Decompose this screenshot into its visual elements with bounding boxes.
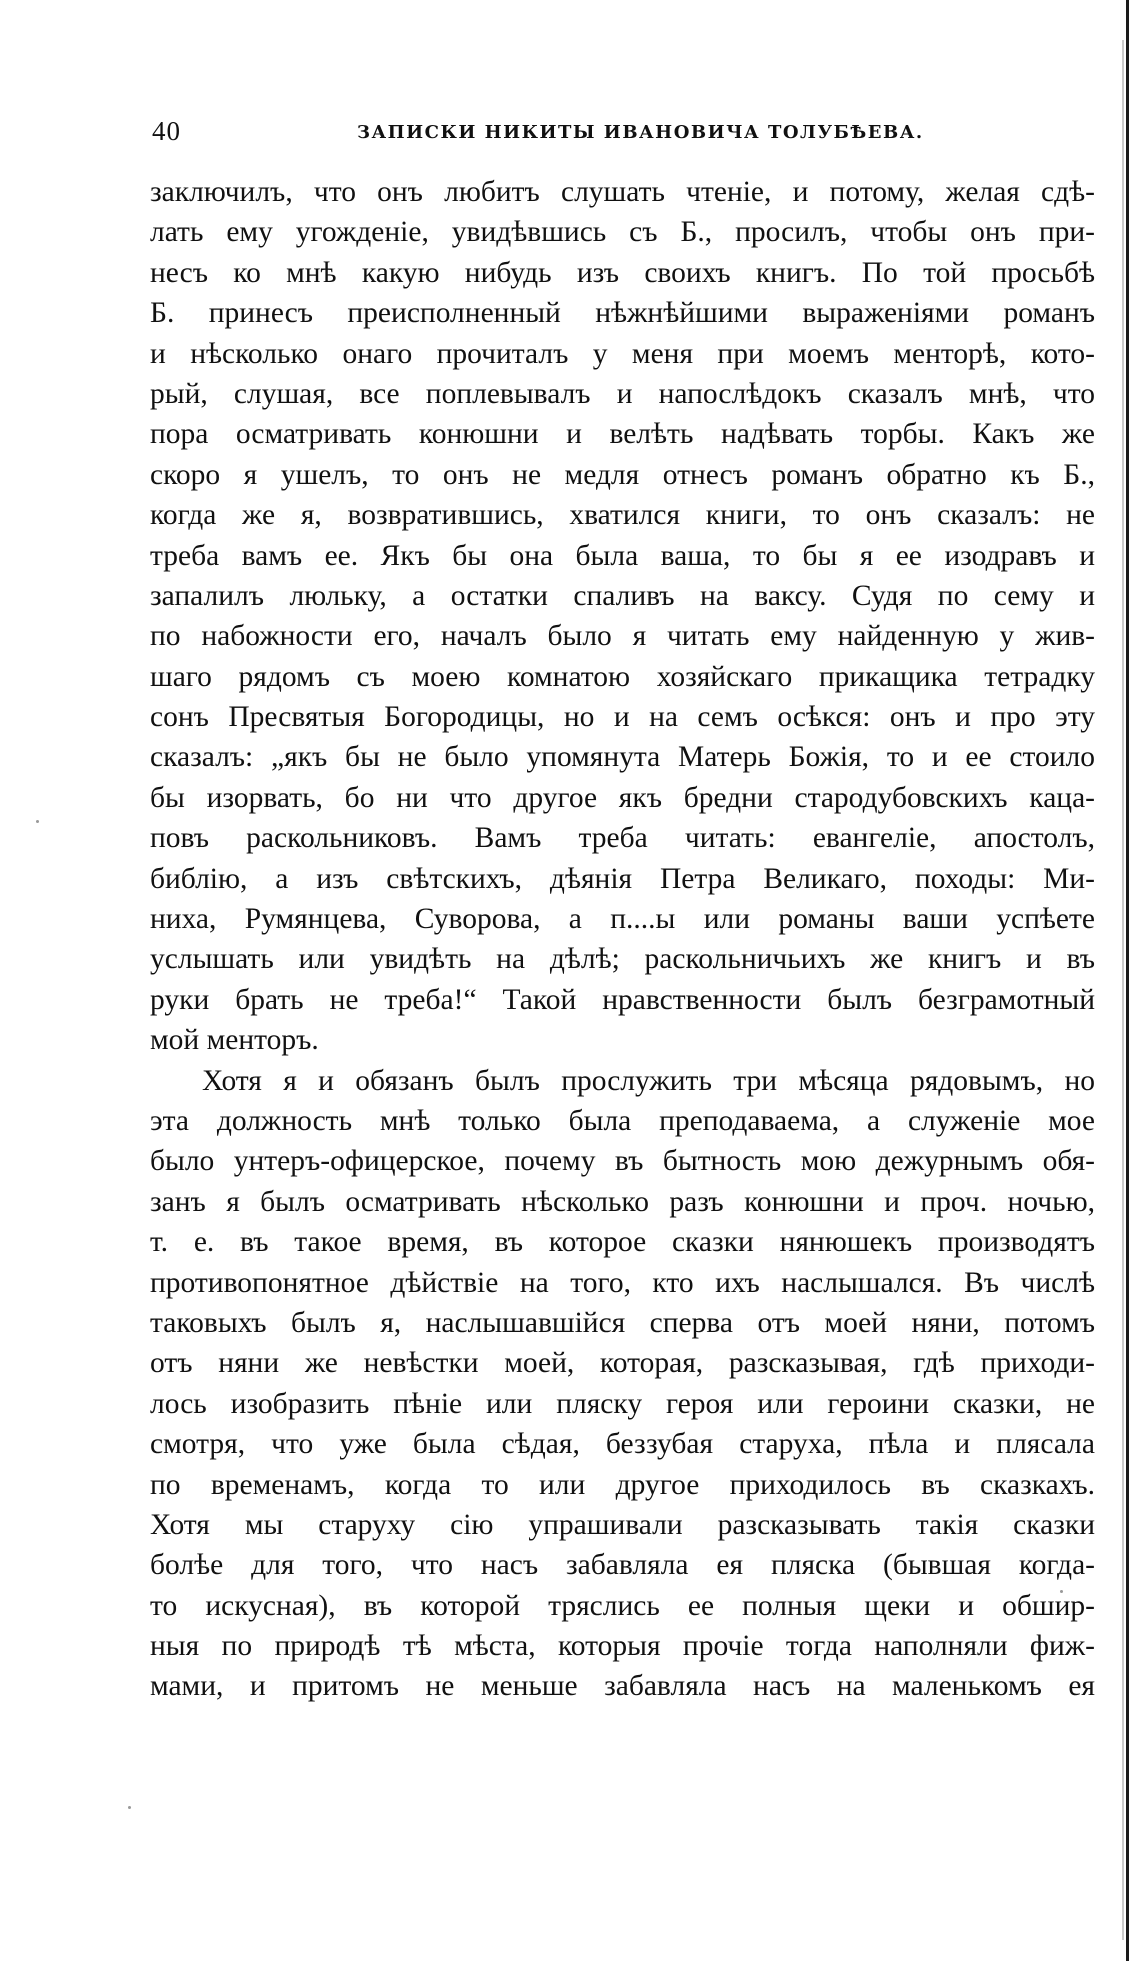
text-line: Хотя мы старуху сію упрашивали разсказывать такія сказки <box>150 1508 1095 1541</box>
text-line: ниха, Румянцева, Суворова, а п....ы или романы ваши успѣете <box>150 903 1095 936</box>
text-line: по временамъ, когда то или другое приходилось въ сказкахъ. <box>150 1468 1095 1501</box>
text-line: повъ раскольниковъ. Вамъ треба читать: евангеліе, апостолъ, <box>150 822 1095 855</box>
text-line: когда же я, возвратившись, хватился книги, то онъ сказалъ: не <box>150 499 1095 532</box>
text-line: ныя по природѣ тѣ мѣста, которыя прочіе тогда наполняли фиж- <box>150 1630 1095 1663</box>
running-head <box>152 114 1077 154</box>
text-line: бы изорвать, бо ни что другое якъ бредни стародубовскихъ каца- <box>150 781 1095 814</box>
paper-speck <box>36 820 39 823</box>
text-line: лать ему угожденіе, увидѣвшись съ Б., просилъ, чтобы онъ при- <box>150 216 1095 249</box>
text-line: по набожности его, началъ было я читать ему найденную у жив- <box>150 620 1095 653</box>
text-line: таковыхъ былъ я, наслышавшійся сперва отъ моей няни, потомъ <box>150 1306 1095 1339</box>
text-line: пора осматривать конюшни и велѣть надѣвать торбы. Какъ же <box>150 418 1095 451</box>
text-line: болѣе для того, что насъ забавляла ея пляска (бывшая когда- <box>150 1549 1095 1582</box>
body-text <box>150 172 1095 1707</box>
text-line: сонъ Пресвятыя Богородицы, но и на семъ осѣкся: онъ и про эту <box>150 701 1095 734</box>
page-spine-shadow <box>1122 40 1124 1940</box>
text-line: несъ ко мнѣ какую нибудь изъ своихъ книгъ. По той просьбѣ <box>150 256 1095 289</box>
text-line-paragraph-start: Хотя я и обязанъ былъ прослужить три мѣсяца рядовымъ, но <box>202 1064 1095 1097</box>
page-spine-edge <box>1126 0 1129 1961</box>
text-line: заключилъ, что онъ любитъ слушать чтеніе, и потому, желая сдѣ- <box>150 176 1095 208</box>
text-line: руки брать не треба!“ Такой нравственности былъ безграмотный <box>150 983 1095 1016</box>
text-line: и нѣсколько онаго прочиталъ у меня при моемъ менторѣ, кото- <box>150 337 1095 370</box>
text-line: треба вамъ ее. Якъ бы она была ваша, то бы я ее изодравъ и <box>150 539 1095 572</box>
text-line: то искусная), въ которой тряслись ее полныя щеки и обшир- <box>150 1589 1095 1622</box>
text-line: занъ я былъ осматривать нѣсколько разъ конюшни и проч. ночью, <box>150 1185 1095 1218</box>
text-line: библію, а изъ свѣтскихъ, дѣянія Петра Великаго, походы: Ми- <box>150 862 1095 895</box>
text-line-paragraph-end: мой менторъ. <box>150 1024 319 1057</box>
text-line: шаго рядомъ съ моею комнатою хозяйскаго прикащика тетрадку <box>150 660 1095 693</box>
text-line: смотря, что уже была сѣдая, беззубая старуха, пѣла и плясала <box>150 1428 1095 1461</box>
text-line: сказалъ: „якъ бы не было упомянута Матерь Божія, то и ее стоило <box>150 741 1095 774</box>
text-line: мами, и притомъ не меньше забавляла насъ на маленькомъ ея <box>150 1670 1095 1703</box>
text-line: запалилъ люльку, а остатки спаливъ на ваксу. Судя по сему и <box>150 579 1095 612</box>
text-line: было унтеръ-офицерское, почему въ бытность мою дежурнымъ обя- <box>150 1145 1095 1178</box>
text-line: противопонятное дѣйствіе на того, кто ихъ наслышался. Въ числѣ <box>150 1266 1095 1299</box>
running-title: ЗАПИСКИ НИКИТЫ ИВАНОВИЧА ТОЛУБѢЕВА. <box>357 122 924 143</box>
text-line: т. е. въ такое время, въ которое сказки нянюшекъ производятъ <box>150 1226 1095 1259</box>
text-line: отъ няни же невѣстки моей, которая, разсказывая, гдѣ приходи- <box>150 1347 1095 1380</box>
text-line: рый, слушая, все поплевывалъ и напослѣдокъ сказалъ мнѣ, что <box>150 377 1095 410</box>
page-number: 40 <box>152 116 181 146</box>
text-line: эта должность мнѣ только была преподаваема, а служеніе мое <box>150 1104 1095 1137</box>
text-line: лось изобразить пѣніе или пляску героя или героини сказки, не <box>150 1387 1095 1420</box>
text-line: скоро я ушелъ, то онъ не медля отнесъ романъ обратно къ Б., <box>150 458 1095 491</box>
text-line: Б. принесъ преисполненный нѣжнѣйшими выраженіями романъ <box>150 297 1095 330</box>
text-line: услышать или увидѣть на дѣлѣ; раскольничьихъ же книгъ и въ <box>150 943 1095 976</box>
paper-speck <box>128 1806 131 1809</box>
